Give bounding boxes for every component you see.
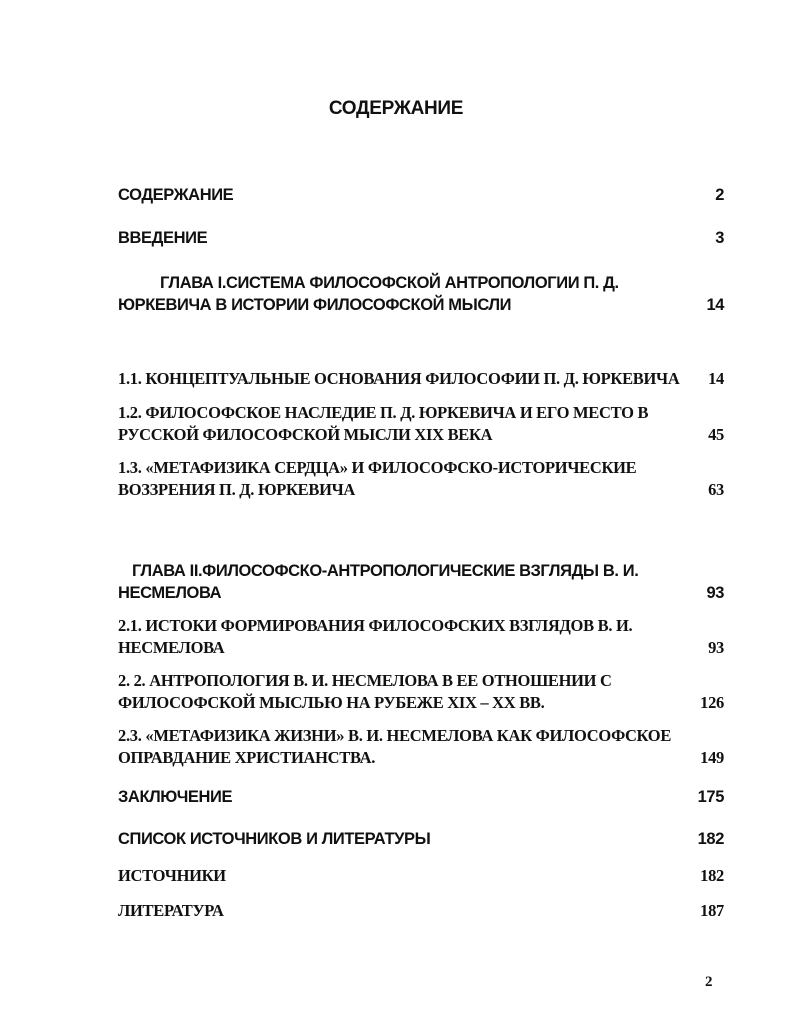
toc-entry-intro[interactable] <box>118 229 724 248</box>
toc-entry-contents[interactable] <box>118 186 724 205</box>
toc-entry-section-1-1[interactable] <box>118 369 724 389</box>
toc-entry-literature[interactable] <box>118 901 724 921</box>
toc-entry-label-line1: 2.3. «МЕТАФИЗИКА ЖИЗНИ» В. И. НЕСМЕЛОВА КАК ФИЛОСОФСКОЕ <box>118 726 672 745</box>
toc-entry-label-line1: ГЛАВА II.ФИЛОСОФСКО-АНТРОПОЛОГИЧЕСКИЕ ВЗГЛЯДЫ В. И. <box>132 562 639 580</box>
toc-entry-label-line2: ВОЗЗРЕНИЯ П. Д. ЮРКЕВИЧА <box>118 480 356 499</box>
toc-entry-section-2-3[interactable] <box>118 725 724 769</box>
toc-entry-label-line1: 2. 2. АНТРОПОЛОГИЯ В. И. НЕСМЕЛОВА В ЕЕ ОТНОШЕНИИ С <box>118 671 612 690</box>
toc-entry-label: ИСТОЧНИКИ <box>118 866 226 885</box>
toc-entry-label: ЗАКЛЮЧЕНИЕ <box>118 788 233 806</box>
toc-entry-page: 45 <box>708 425 724 444</box>
toc-entry-section-1-3[interactable] <box>118 457 724 501</box>
toc-entry-page: 149 <box>700 748 724 767</box>
toc-entry-page: 63 <box>708 480 724 499</box>
toc-entry-label-line2: НЕСМЕЛОВА <box>118 584 222 602</box>
toc-entry-label: 1.1. КОНЦЕПТУАЛЬНЫЕ ОСНОВАНИЯ ФИЛОСОФИИ П. Д. ЮРКЕВИЧА <box>118 369 680 388</box>
toc-entry-label-line2: НЕСМЕЛОВА <box>118 638 225 657</box>
toc-entry-label-line2: ОПРАВДАНИЕ ХРИСТИАНСТВА. <box>118 748 376 767</box>
toc-entry-section-2-1[interactable] <box>118 615 724 659</box>
toc-entry-label: СОДЕРЖАНИЕ <box>118 186 234 204</box>
toc-entry-page: 2 <box>715 186 724 204</box>
toc-entry-label-line1: 1.3. «МЕТАФИЗИКА СЕРДЦА» И ФИЛОСОФСКО-ИСТОРИЧЕСКИЕ <box>118 458 637 477</box>
toc-entry-conclusion[interactable] <box>118 788 724 807</box>
toc-entry-page: 93 <box>706 584 724 602</box>
toc-entry-page: 126 <box>700 693 724 712</box>
toc-entry-label-line2: РУССКОЙ ФИЛОСОФСКОЙ МЫСЛИ XIX ВЕКА <box>118 425 493 444</box>
toc-entry-page: 3 <box>715 229 724 247</box>
toc-entry-label-line2: ФИЛОСОФСКОЙ МЫСЛЬЮ НА РУБЕЖЕ XIX – XX ВВ. <box>118 693 545 712</box>
toc-entry-page: 14 <box>708 369 724 388</box>
toc-entry-section-1-2[interactable] <box>118 402 724 446</box>
toc-entry-chapter-2[interactable] <box>118 560 724 604</box>
toc-entry-label-line1: 1.2. ФИЛОСОФСКОЕ НАСЛЕДИЕ П. Д. ЮРКЕВИЧА И ЕГО МЕСТО В <box>118 403 649 422</box>
toc-entry-label: СПИСОК ИСТОЧНИКОВ И ЛИТЕРАТУРЫ <box>118 830 431 848</box>
toc-entry-page: 175 <box>697 788 724 806</box>
toc-entry-sources-and-literature[interactable] <box>118 830 724 849</box>
toc-entry-section-2-2[interactable] <box>118 670 724 714</box>
toc-entry-label-line1: ГЛАВА I.СИСТЕМА ФИЛОСОФСКОЙ АНТРОПОЛОГИИ П. Д. <box>160 274 619 292</box>
page-title: СОДЕРЖАНИЕ <box>328 98 464 119</box>
toc-entry-label-line1: 2.1. ИСТОКИ ФОРМИРОВАНИЯ ФИЛОСОФСКИХ ВЗГЛЯДОВ В. И. <box>118 616 633 635</box>
toc-entry-page: 93 <box>708 638 724 657</box>
toc-entry-page: 14 <box>706 296 724 314</box>
toc-entry-label-line2: ЮРКЕВИЧА В ИСТОРИИ ФИЛОСОФСКОЙ МЫСЛИ <box>118 296 512 314</box>
toc-entry-label: ВВЕДЕНИЕ <box>118 229 208 247</box>
toc-entry-page: 182 <box>700 866 724 885</box>
toc-entry-chapter-1[interactable] <box>118 272 724 316</box>
toc-entry-sources[interactable] <box>118 866 724 886</box>
page-number: 2 <box>705 974 713 990</box>
toc-entry-page: 187 <box>700 901 724 920</box>
toc-entry-label: ЛИТЕРАТУРА <box>118 901 224 920</box>
toc-entry-page: 182 <box>697 830 724 848</box>
